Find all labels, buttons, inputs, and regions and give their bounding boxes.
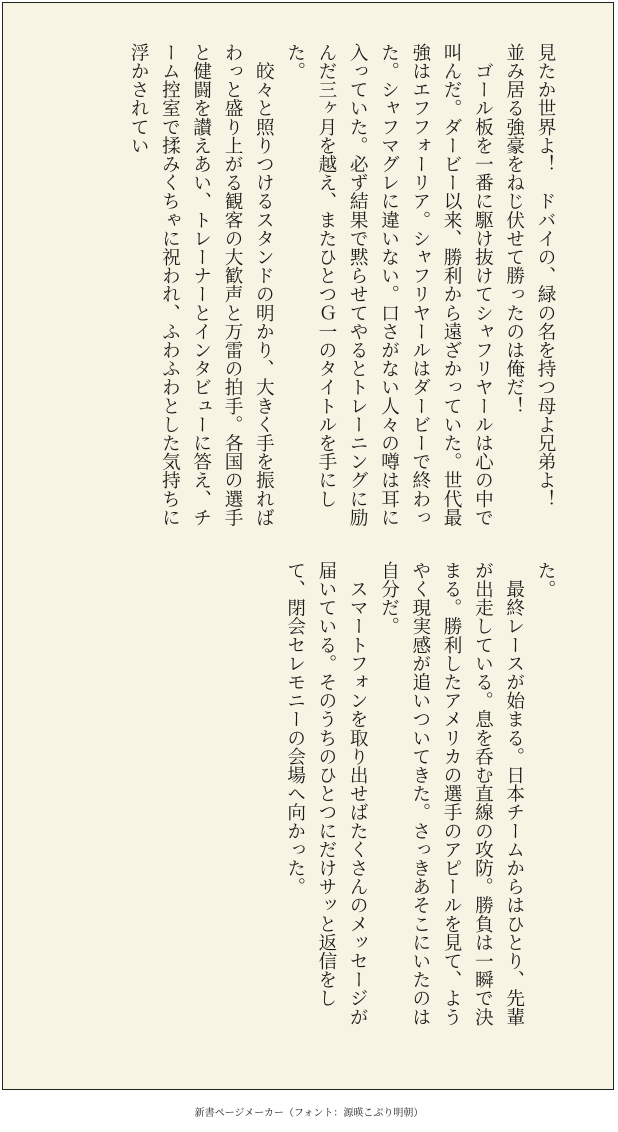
upper-text-block: [123, 43, 561, 531]
paragraph: ゴール板を一番に駆け抜けてシャフリヤールは心の中で叫んだ。ダービー以来、勝利から遠ざかっていた。世代最強はエフフォーリア。シャフリヤールはダービーで終わった。シャフマグレに違いない。口さがない人々の噂は耳に入っていた。必ず結果で黙らせてやるとトレーニングに励んだ三ヶ月を越え、またひとつＧ一のタイトルを手にした。: [284, 43, 494, 527]
paragraph: 見たか世界よ！ ドバイの、緑の名を持つ母よ兄弟よ！ 並み居る強豪をねじ伏せて勝ったのは俺だ！: [503, 43, 556, 527]
paragraph: スマートフォンを取り出せばたくさんのメッセージが届いている。そのうちのひとつにだけサッと返信をして、閉会セレモニーの会場へ向かった。: [284, 561, 369, 1026]
paragraph: 皎々と照りつけるスタンドの明かり、大きく手を振ればわっと盛り上がる観客の大歓声と万雷の拍手。各国の選手と健闘を讃えあい、トレーナーとインタビューに答え、チーム控室で揉みくちゃに祝われ、ふわふわとした気持ちに浮かされてい: [128, 43, 275, 527]
lower-text-block: [279, 561, 561, 1043]
book-page: [2, 2, 614, 1090]
page-caption: 新書ページメーカー（フォント：源暎こぶり明朝）: [194, 1108, 424, 1119]
paragraph: た。: [535, 561, 556, 599]
paragraph: 最終レースが始まる。日本チームからはひとり、先輩が出走している。息を呑む直線の攻防。勝負は一瞬で決まる。勝利したアメリカの選手のアピールを見て、ようやく現実感が追いついてきた。さっきあそこにいたのは自分だ。: [378, 561, 525, 1026]
